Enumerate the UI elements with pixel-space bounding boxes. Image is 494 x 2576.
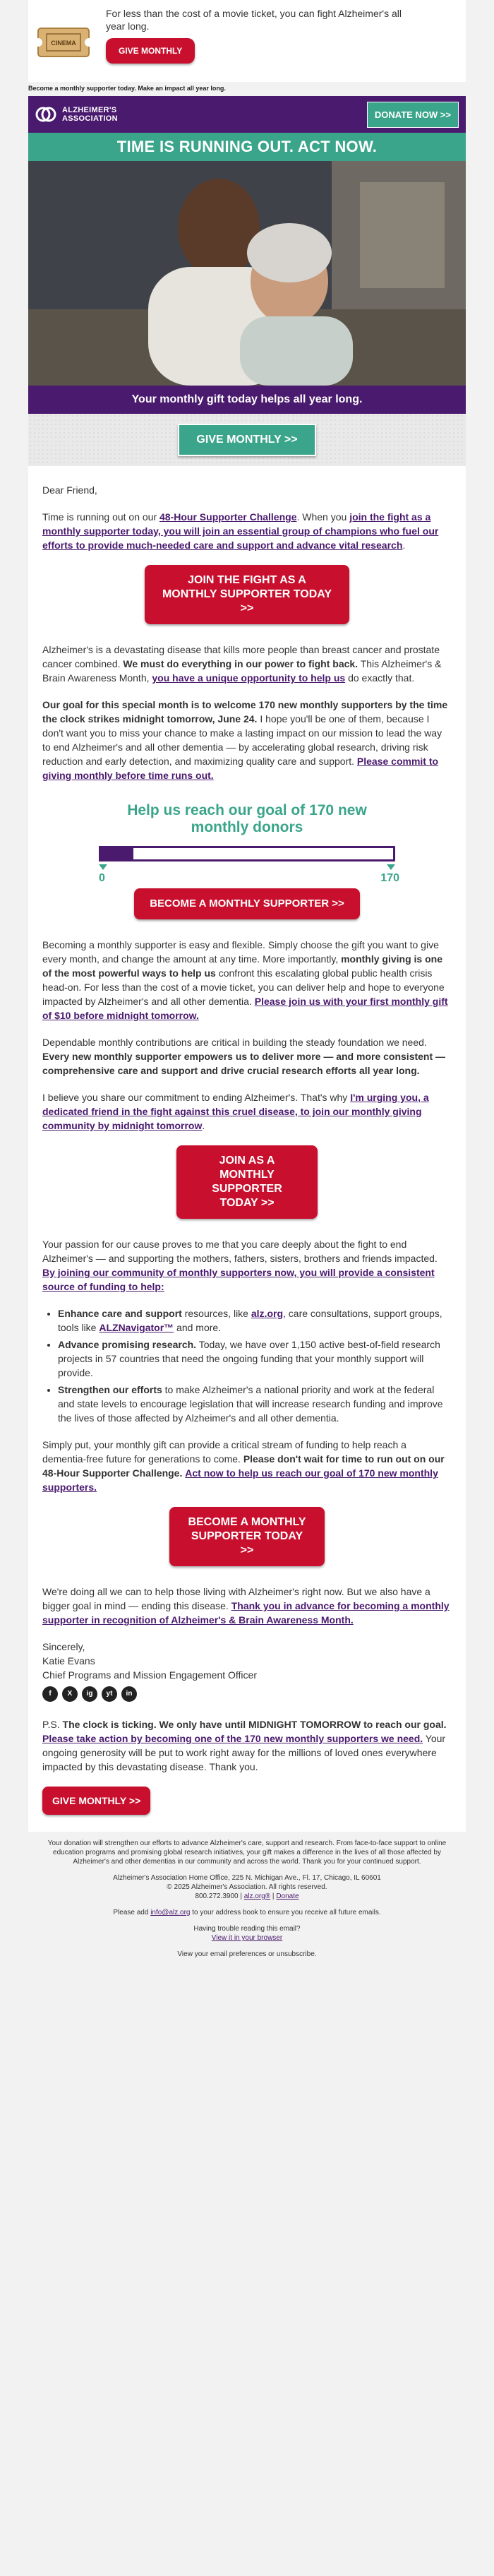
paragraph-3: Our goal for this special month is to welcome 170 new monthly supporters by the time the clock strikes midnight tomorrow, June 24. I hope you'll be one of them, because I don't want you to miss your chance to make a lasting impact on our mission to lead the way to end Alzheimer's and all other dementia — by accelerating global research, driving risk reduction and early detection, and maximizing quality care and support. Please commit to giving monthly before time runs out. — [42, 699, 448, 781]
logo-line2: ASSOCIATION — [62, 114, 118, 123]
meter-max-label: 170 — [380, 872, 399, 884]
movie-ticket-icon — [35, 20, 92, 62]
paragraph-4: Becoming a monthly supporter is easy and flexible. Simply choose the gift you want to give every month, and change the amount at any time. More importantly, monthly giving is one of the most powerful ways to help us confront this escalating global public health crisis head-on. For less than the cost of a movie ticket, you can deliver help and hope to everyone impacted by Alzheimer's and all other dementia. Please join us with your first monthly gift of $10 before midnight tomorrow. — [42, 939, 448, 1021]
goal-meter — [99, 846, 399, 884]
become-supporter-button[interactable]: BECOME A MONTHLY SUPPORTER >> — [134, 888, 360, 919]
give-monthly-teal-button[interactable]: GIVE MONTHLY >> — [178, 424, 315, 456]
act-now-link[interactable]: Act now to help us reach our goal of 170 new monthly supporters. — [42, 1467, 438, 1493]
urging-link[interactable]: I'm urging you, a dedicated friend in the fight against this cruel disease, to join our monthly giving community by midnight tomorrow — [42, 1092, 429, 1131]
paragraph-2: Alzheimer's is a devastating disease that kills more people than breast cancer and prostate cancer combined. We must do everything in our power to fight back. This Alzheimer's & Brain Awareness Month, you have a unique opportunity to help us do exactly that. — [42, 644, 442, 684]
join-fight-button[interactable]: JOIN THE FIGHT AS A MONTHLY SUPPORTER TODAY >> — [145, 565, 349, 624]
couple-photo-illustration — [28, 161, 466, 386]
footer-trouble: Having trouble reading this email? View it in your browser — [193, 1925, 301, 1942]
take-action-link[interactable]: Please take action by becoming one of the 170 new monthly supporters we need. — [42, 1733, 423, 1744]
greeting: Dear Friend, — [42, 484, 97, 496]
meter-track — [99, 846, 395, 861]
footer — [28, 1832, 466, 1980]
opportunity-link[interactable]: you have a unique opportunity to help us — [152, 672, 346, 684]
logo-line1: ALZHEIMER'S — [62, 106, 117, 114]
join-monthly-button[interactable]: JOIN AS A MONTHLY SUPPORTER TODAY >> — [176, 1145, 318, 1219]
preheader — [28, 0, 466, 82]
thank-you-link[interactable]: Thank you in advance for becoming a monthly supporter in recognition of Alzheimer's & Brain Awareness Month. — [42, 1600, 450, 1626]
impact-list — [58, 1306, 452, 1425]
footer-disclaimer: Your donation will strengthen our efforts to advance Alzheimer's care, support and research. From face-to-face support to online education programs and promising global research initiatives, your gift makes a difference in the lives of all those affected by Alzheimer's and other dementias in our community and across the world. Thank you for your continued support. — [47, 1839, 447, 1866]
challenge-link[interactable]: 48-Hour Supporter Challenge — [159, 511, 297, 523]
signer-name: Katie Evans — [42, 1655, 95, 1666]
hero-photo — [28, 161, 466, 386]
paragraph-9: We're doing all we can to help those living with Alzheimer's right now. But we also have a bigger goal in mind — ending this disease. Thank you in advance for becoming a monthly supporter in recognition of Alzheimer's & Brain Awareness Month. — [42, 1586, 450, 1626]
social-links — [42, 1686, 452, 1702]
paragraph-8: Simply put, your monthly gift can provide a critical stream of funding to help reach a dementia-free future for generations to come. Please don't wait for time to run out on our 48-Hour Supporter Challenge. Act now to help us reach our goal of 170 new monthly supporters. — [42, 1439, 445, 1493]
list-item: • Strengthen our efforts to make Alzheimer's a national priority and work at the federal and state levels to encourage legislation that will increase research funding and improve the lives of those affected by Alzheimer's and all other dementia. — [58, 1383, 452, 1425]
meter-fill — [101, 848, 133, 859]
view-in-browser-link[interactable]: View it in your browser — [211, 1934, 283, 1942]
become-supporter-today-button[interactable]: BECOME A MONTHLY SUPPORTER TODAY >> — [169, 1507, 325, 1566]
list-item: • Advance promising research. Today, we have over 1,150 active best-of-field research projects in 57 countries that need the ongoing funding that your monthly support will provide. — [58, 1337, 452, 1380]
instagram-icon[interactable]: ig — [82, 1686, 97, 1702]
footer-copyright: © 2025 Alzheimer's Association. All rights reserved. — [167, 1883, 327, 1891]
consistent-funding-link[interactable]: By joining our community of monthly supporters now, you will provide a consistent source of funding to help: — [42, 1267, 435, 1292]
banner-title: TIME IS RUNNING OUT. ACT NOW. — [28, 133, 466, 161]
give-monthly-final-button[interactable]: GIVE MONTHLY >> — [42, 1787, 150, 1815]
preheader-text: For less than the cost of a movie ticket, you can fight Alzheimer's all year long. — [106, 8, 402, 32]
linkedin-icon[interactable]: in — [121, 1686, 137, 1702]
email-container — [28, 0, 466, 1980]
meter-min-label: 0 — [99, 872, 105, 884]
tagline: Become a monthly supporter today. Make an impact all year long. — [28, 85, 226, 92]
logo[interactable] — [35, 105, 118, 124]
alz-org-link[interactable]: alz.org — [251, 1308, 283, 1319]
hero-caption: Your monthly gift today helps all year long. — [28, 386, 466, 414]
ticket-label: CINEMA — [51, 40, 76, 47]
alz-logo-icon — [35, 105, 56, 124]
footer-phone: 800.272.3900 — [195, 1892, 239, 1900]
meter-min-marker — [99, 864, 107, 870]
paragraph-7: Your passion for our cause proves to me that you care deeply about the fight to end Alzheimer's — and supporting the mothers, fathers, sisters, brothers and friends impacted. By joining our community of monthly supporters now, you will provide a consistent source of funding to help: — [42, 1239, 438, 1292]
footer-address: Alzheimer's Association Home Office, 225 N. Michigan Ave., Fl. 17, Chicago, IL 60601 — [113, 1874, 381, 1882]
footer-preferences[interactable]: View your email preferences or unsubscribe. — [177, 1950, 317, 1958]
paragraph-5: Dependable monthly contributions are critical in building the steady foundation we need. Every new monthly supporter empowers us to deliver more — and more consistent — comprehensive care and support and drive crucial research efforts all year long. — [42, 1037, 446, 1076]
list-item: • Enhance care and support resources, like alz.org, care consultations, support groups, tools like ALZNavigator™ and more. — [58, 1306, 452, 1335]
footer-site-link[interactable]: alz.org® — [243, 1892, 271, 1900]
facebook-icon[interactable]: f — [42, 1686, 58, 1702]
youtube-icon[interactable]: yt — [102, 1686, 117, 1702]
footer-donate-link[interactable]: Donate — [276, 1892, 299, 1900]
header — [28, 96, 466, 133]
footer-address-book: Please add info@alz.org to your address book to ensure you receive all future emails. — [113, 1909, 381, 1916]
x-icon[interactable]: X — [62, 1686, 78, 1702]
first-gift-link[interactable]: Please join us with your first monthly gift of $10 before midnight tomorrow. — [42, 996, 448, 1021]
paragraph-1: Time is running out on our 48-Hour Supporter Challenge. When you join the fight as a monthly supporter today, you will join an essential group of champions who fuel our efforts to provide much-needed care and support and advance vital research. — [42, 511, 439, 551]
signoff: Sincerely, — [42, 1641, 85, 1652]
commit-link[interactable]: Please commit to giving monthly before time runs out. — [42, 756, 439, 781]
signer-role: Chief Programs and Mission Engagement Officer — [42, 1669, 257, 1681]
give-cta-strip — [28, 414, 466, 466]
donate-now-button[interactable]: DONATE NOW >> — [367, 102, 459, 128]
info-email-link[interactable]: info@alz.org — [150, 1909, 191, 1916]
footer-contact: Alzheimer's Association Home Office, 225 N. Michigan Ave., Fl. 17, Chicago, IL 60601 © 2025 Alzheimer's Association. All rights reserved. 800.272.3900 | alz.org® | Donate — [113, 1874, 381, 1900]
goal-title: Help us reach our goal of 170 new monthly donors — [127, 802, 367, 835]
give-monthly-button[interactable]: GIVE MONTHLY — [106, 38, 195, 64]
letter-body — [28, 466, 466, 1832]
join-champions-link[interactable]: join the fight as a monthly supporter today, you will join an essential group of champions who fuel our efforts to provide much-needed care and support and advance vital research — [42, 511, 439, 551]
meter-max-marker — [387, 864, 395, 870]
postscript: P.S. The clock is ticking. We only have until MIDNIGHT TOMORROW to reach our goal. Please take action by becoming one of the 170 new monthly supporters we need. Your ongoing generosity will be put to work right away for the millions of loved ones everywhere impacted by this devastating disease. Thank you. — [42, 1719, 447, 1772]
paragraph-6: I believe you share our commitment to ending Alzheimer's. That's why I'm urging you, a dedicated friend in the fight against this cruel disease, to join our monthly giving community by midnight tomorrow. — [42, 1092, 429, 1131]
alznavigator-link[interactable]: ALZNavigator™ — [99, 1322, 174, 1333]
